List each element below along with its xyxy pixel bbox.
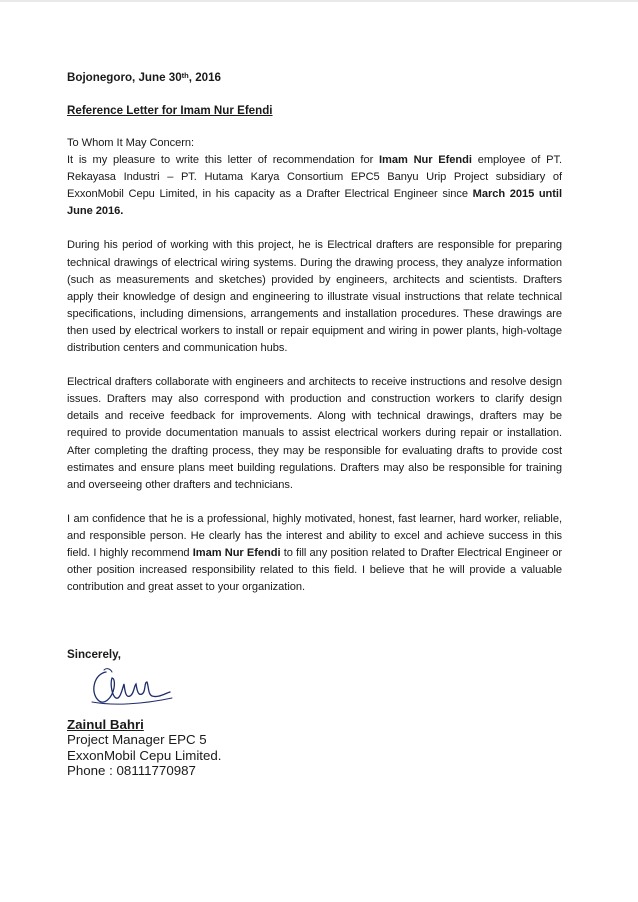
signer-phone: Phone : 08111770987 [67,763,196,779]
closing: Sincerely, [67,648,121,661]
paragraph-recommendation [67,511,562,596]
candidate-name-repeat: Imam Nur Efendi [192,546,281,559]
intro-text-a: It is my pleasure to write this letter of recommendation for [67,154,380,167]
handwritten-signature-icon [84,662,174,712]
employment-period: March 2015 until June 2016. [67,188,562,218]
letter-subject: Reference Letter for Imam Nur Efendi [67,104,273,117]
signer-company: ExxonMobil Cepu Limited. [67,747,222,763]
paragraph-duties: During his period of working with this project, he is Electrical drafters are responsible for preparing technical drawings of electrical wiring systems. During the drawing process, they analyze information (such as measurements and sketches) provided by engineers, architects and scientists. Drafters apply their knowledge of design and engineering to illustrate visual instructions that relate technical specifications, including dimensions, arrangements and installation procedures. These drawings are then used by electrical workers to install or repair equipment and wiring in power plants, high-voltage distribution centers and communication hubs. [67,239,562,355]
paragraph-collaboration: Electrical drafters collaborate with engineers and architects to receive instructions and resolve design issues. Drafters may also correspond with production and construction workers to clarify design details and receive feedback for improvements. Along with technical drawings, drafters may be required to provide documentation manuals to assist electrical workers during repair or installation. After completing the drafting process, they may be responsible for evaluating drafts to provide cost estimates and ensure plans meet building regulations. Drafters may also be responsible for training and overseeing other drafters and technicians. [67,376,562,491]
scan-edge [0,0,638,2]
letter-date [67,70,562,85]
letter-body [67,70,562,613]
recommendation-text-a: I am confidence that he is a professional, highly motivated, honest, fast learner, hard worker, reliable, and responsible person. He clearly has the interest and ability to excel and achieve success in this field. I highly recommend [67,512,562,559]
recommendation-text-b: to fill any position related to Drafter Electrical Engineer or other position increased responsibility related to this field. I believe that he will provide a valuable contribution and great asset to your organization. [67,546,562,594]
salutation: To Whom It May Concern: [67,137,195,149]
date-text: Bojonegoro, June 30 [67,71,182,84]
signer-title: Project Manager EPC 5 [67,732,207,748]
date-ordinal: th [181,71,189,80]
signer-name: Zainul Bahri [67,717,144,732]
paragraph-intro [67,152,562,220]
intro-text-b: employee of PT. Rekayasa Industri – PT. Hutama Karya Consortium EPC5 Banyu Urip Project subsidiary of ExxonMobil Cepu Limited, in his capacity as a Drafter Electrical Engineer since [67,154,562,201]
date-year: , 2016 [188,71,221,84]
signer-block [67,717,221,779]
candidate-name: Imam Nur Efendi [379,154,472,167]
